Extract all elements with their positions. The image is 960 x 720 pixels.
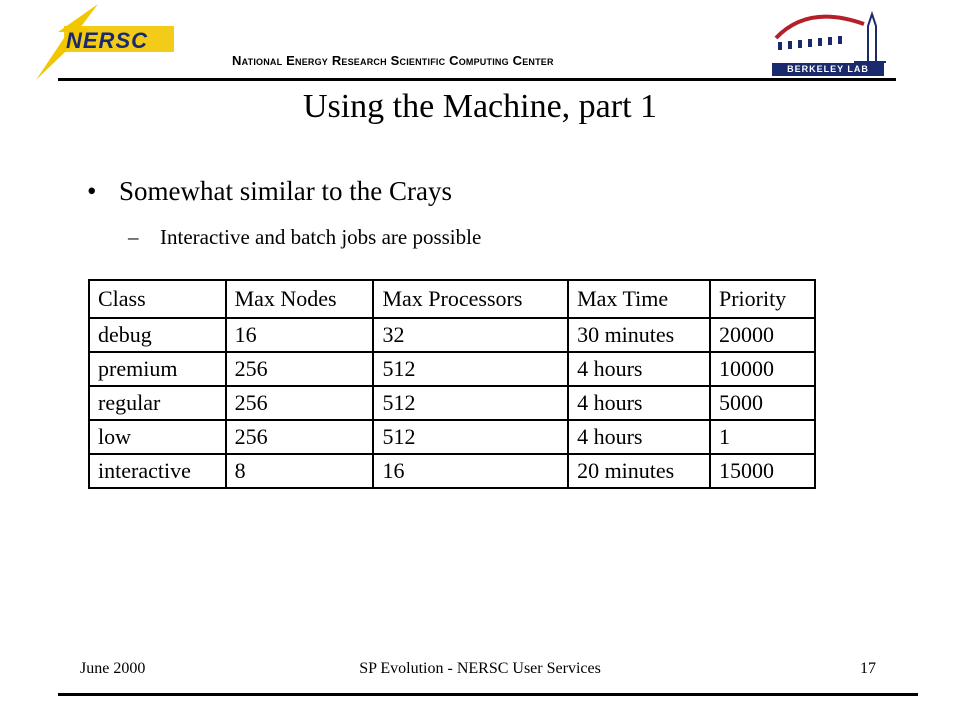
header-priority: Priority [710,280,815,318]
campanile-icon [868,14,876,62]
table-row [89,352,815,386]
cell-priority: 5000 [710,386,815,420]
cell-max-nodes: 256 [226,420,374,454]
table-row [89,420,815,454]
subbullet-text: Interactive and batch jobs are possible [160,225,482,249]
cell-class: low [89,420,226,454]
header-max-time: Max Time [568,280,710,318]
nersc-logo-text: NERSC [66,28,149,53]
cell-priority: 1 [710,420,815,454]
table-row [89,318,815,352]
cell-max-nodes: 8 [226,454,374,488]
bullet-marker: • [87,176,97,206]
bullet-item [87,176,452,207]
cell-max-time: 20 minutes [568,454,710,488]
slide-title: Using the Machine, part 1 [302,88,658,125]
table-row [89,386,815,420]
subbullet-item [128,225,481,250]
cell-max-processors: 32 [373,318,568,352]
cell-max-nodes: 16 [226,318,374,352]
bullet-text: Somewhat similar to the Crays [119,176,452,206]
table-row [89,454,815,488]
cell-max-processors: 512 [373,352,568,386]
footer-date: June 2000 [80,660,146,677]
cell-max-processors: 16 [373,454,568,488]
page-number: 17 [860,660,876,677]
berkeley-lab-label: BERKELEY LAB [772,63,884,76]
cell-max-nodes: 256 [226,352,374,386]
cell-max-time: 4 hours [568,386,710,420]
cell-class: premium [89,352,226,386]
header-class: Class [89,280,226,318]
cell-priority: 10000 [710,352,815,386]
cell-priority: 15000 [710,454,815,488]
subbullet-marker: – [128,225,139,249]
header-max-nodes: Max Nodes [226,280,374,318]
cell-max-time: 30 minutes [568,318,710,352]
cell-max-processors: 512 [373,420,568,454]
cell-max-time: 4 hours [568,352,710,386]
cell-max-nodes: 256 [226,386,374,420]
cell-class: regular [89,386,226,420]
footer-divider [58,693,918,696]
cell-max-time: 4 hours [568,420,710,454]
header-max-processors: Max Processors [373,280,568,318]
footer-title: SP Evolution - NERSC User Services [359,660,601,677]
cell-priority: 20000 [710,318,815,352]
header-divider [58,78,896,81]
table-header-row [89,280,815,318]
cell-class: debug [89,318,226,352]
cell-max-processors: 512 [373,386,568,420]
organization-name: National Energy Research Scientific Computing Center [232,53,554,68]
cell-class: interactive [89,454,226,488]
job-class-table [88,279,816,489]
